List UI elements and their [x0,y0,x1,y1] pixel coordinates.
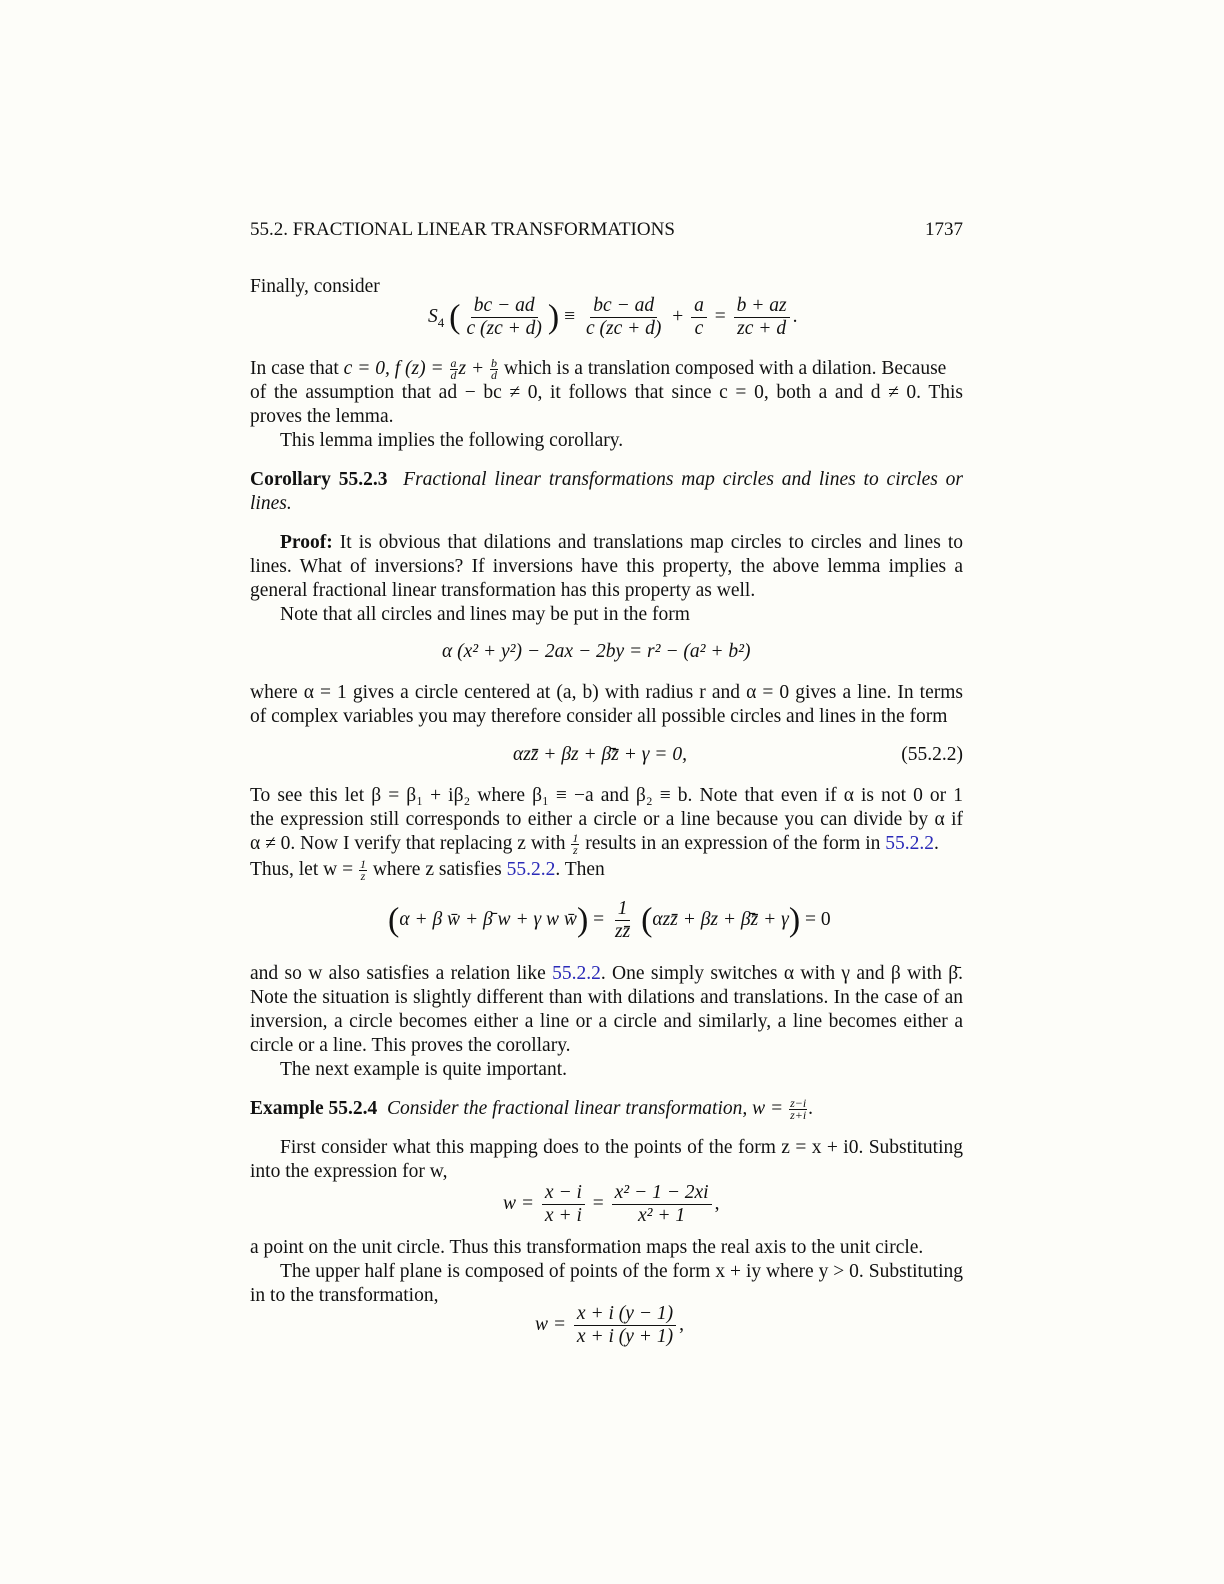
paragraph-lemma: This lemma implies the following corollary. [280,430,624,451]
example-label: Example 55.2.4 [250,1098,378,1119]
paragraph-finally: Finally, consider [250,276,380,297]
paragraph-andso-line-4: circle or a line. This proves the corollary. [250,1035,571,1056]
corollary-line-2: lines. [250,493,292,514]
equation-circle: α (x² + y²) − 2ax − 2by = r² − (a² + b²) [442,641,751,662]
paragraph-where-line-1: where α = 1 gives a circle centered at (a, b) with radius r and α = 0 gives a line. In terms [250,682,963,703]
equation-real-axis: w = $\frac{x - i}{x + i}$ = $\frac{\text{x² − 1 − 2xi}}{\text{x² + 1}}$ , [503,1182,720,1226]
equation-link[interactable]: 55.2.2 [506,859,556,880]
paragraph-first-line-2: into the expression for w, [250,1161,448,1182]
equation-inversion: (α + β w̄ + β̄ w + γ w w̄) = $\frac{1}{zz̄}$ (αzz̄ + βz + β̄z̄ + γ) = 0 [388,898,831,942]
page-number: 1737 [925,219,963,240]
example-heading: Example 55.2.4 Consider the fractional linear transformation, w = $\frac{z-i}{z+i}$ . [250,1096,814,1123]
paragraph-tosee-line-4: Thus, let w = $\frac{1}{z}$ where z satisfies 55.2.2. Then [250,857,605,884]
proof-label: Proof: [280,532,333,553]
corollary-line-1: Corollary 55.2.3 Fractional linear transformations map circles and lines to circles or [250,469,963,490]
paragraph-andso-line-3: inversion, a circle becomes either a line or a circle and similarly, a line becomes either a [250,1011,963,1032]
equation-link[interactable]: 55.2.2 [885,833,935,854]
corollary-label: Corollary 55.2.3 [250,469,388,490]
paragraph-case-line-2: of the assumption that ad − bc ≠ 0, it follows that since c = 0, both a and d ≠ 0. This [250,382,963,403]
equation-number: (55.2.2) [901,744,963,765]
paragraph-andso-line-2: Note the situation is slightly different than with dilations and translations. In the case of an [250,987,963,1008]
equation-upper-half-plane: w = $\frac{x + i (y - 1)}{x + i (y + 1)}$ , [535,1303,684,1347]
equation-s4: $S_4$ ( $\frac{bc - ad}{c (zc + d)}$ ) ≡ $\frac{bc - ad}{c (zc + d)}$ + $\frac{a}{c}$ = $\frac{b + az}{zc + d}$ . [428,295,798,339]
paragraph-upper-line-1: The upper half plane is composed of points of the form x + iy where y > 0. Substituting [280,1261,963,1282]
paragraph-tosee-line-3: α ≠ 0. Now I verify that replacing z with $\frac{1}{z}$ results in an expression of the form in 55.2.2. [250,831,939,858]
proof-line-1: Proof: It is obvious that dilations and translations map circles to circles and lines to [280,532,964,553]
paragraph-first-line-1: First consider what this mapping does to the points of the form z = x + i0. Substituting [280,1137,963,1158]
running-title: 55.2. FRACTIONAL LINEAR TRANSFORMATIONS [250,219,675,240]
paragraph-upper-line-2: in to the transformation, [250,1285,439,1306]
paragraph-point: a point on the unit circle. Thus this transformation maps the real axis to the unit circle. [250,1237,924,1258]
paragraph-case-line-3: proves the lemma. [250,406,394,427]
paragraph-next: The next example is quite important. [280,1059,568,1080]
paragraph-case-line-1: In case that c = 0, f (z) = $\frac{a}{d}$ z + $\frac{b}{d}$ which is a translation composed with a dilation. Because [250,356,947,383]
paragraph-note: Note that all circles and lines may be put in the form [280,604,690,625]
paragraph-tosee-line-2: the expression still corresponds to either a circle or a line because you can divide by α if [250,809,963,830]
paragraph-where-line-2: of complex variables you may therefore consider all possible circles and lines in the form [250,706,948,727]
proof-line-3: general fractional linear transformation has this property as well. [250,580,756,601]
paragraph-andso-line-1: and so w also satisfies a relation like 55.2.2. One simply switches α with γ and β with β̄. [250,963,963,984]
proof-line-2: lines. What of inversions? If inversions have this property, the above lemma implies a [250,556,963,577]
running-header [250,219,963,241]
paragraph-tosee-line-1: To see this let β = β₁ + iβ₂ where β₁ ≡ −a and β₂ ≡ b. Note that even if α is not 0 or 1 [250,785,963,806]
equation-link[interactable]: 55.2.2 [552,963,601,984]
